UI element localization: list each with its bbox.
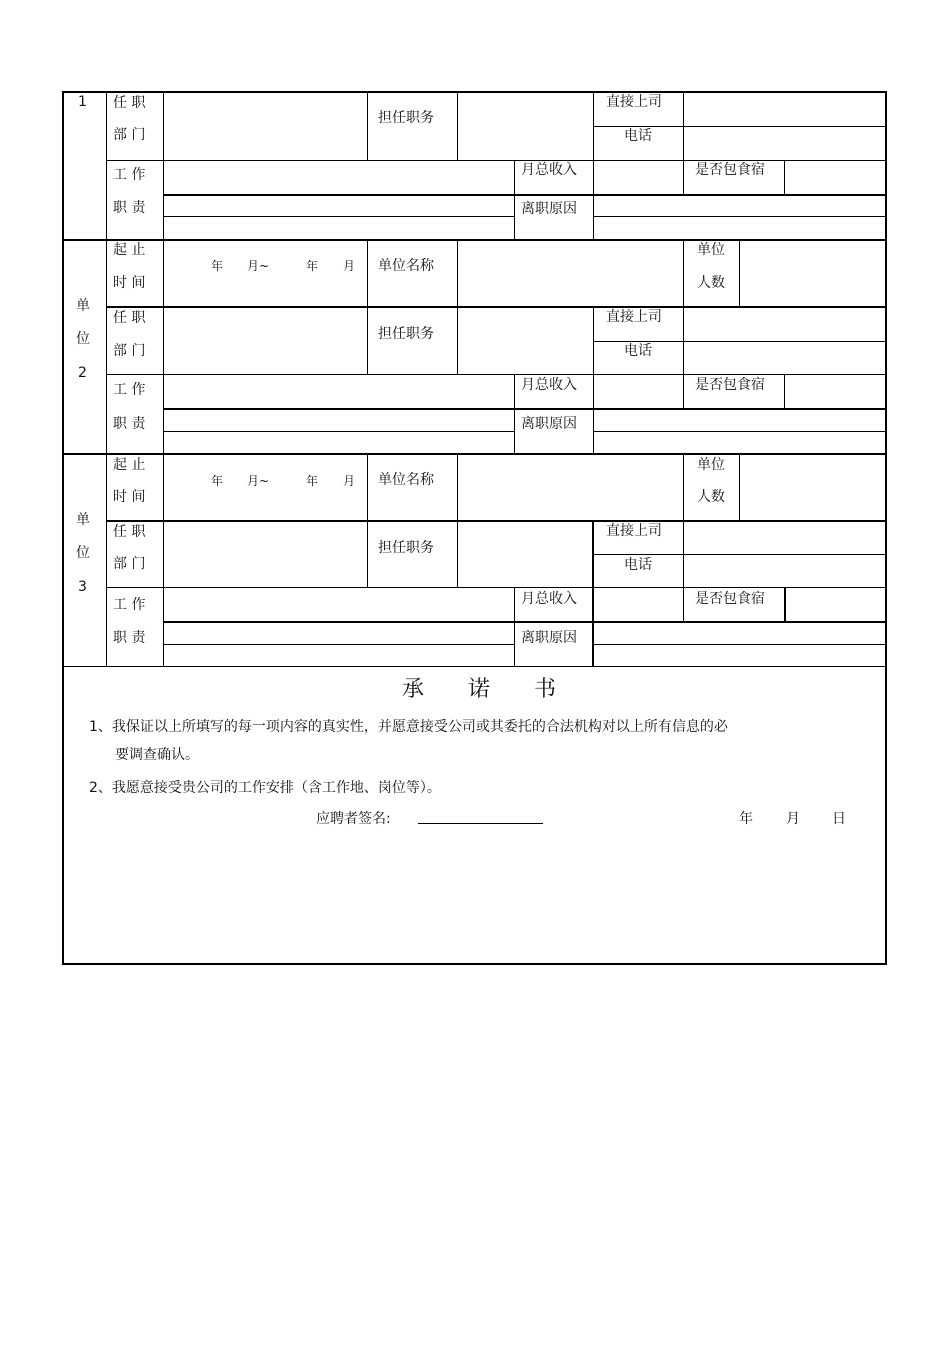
duty-label: 工 作 xyxy=(113,597,146,613)
rule xyxy=(163,216,514,217)
period-label: 时 间 xyxy=(113,489,146,505)
supervisor-label: 直接上司 xyxy=(606,523,662,539)
unit-number: 3 xyxy=(78,579,87,595)
duty-label: 工 作 xyxy=(113,382,146,398)
unit-number: 1 xyxy=(78,94,87,110)
rule xyxy=(163,431,514,432)
income-label: 月总收入 xyxy=(521,162,577,178)
phone-label: 电话 xyxy=(624,343,652,359)
col-rule xyxy=(784,587,786,622)
reason-label: 离职原因 xyxy=(521,630,577,646)
date-month: 月 xyxy=(343,474,356,488)
dept-label: 部 门 xyxy=(113,343,146,359)
income-label: 月总收入 xyxy=(521,591,577,607)
duty-label: 职 责 xyxy=(113,416,146,432)
supervisor-label: 直接上司 xyxy=(606,309,662,325)
col-rule xyxy=(683,453,684,622)
reason-label: 离职原因 xyxy=(521,201,577,217)
border-left xyxy=(62,91,64,965)
position-label: 担任职务 xyxy=(378,326,434,342)
period-label: 时 间 xyxy=(113,275,146,291)
supervisor-label: 直接上司 xyxy=(606,94,662,110)
col-rule xyxy=(106,91,107,667)
col-rule xyxy=(367,239,368,375)
col-rule xyxy=(163,91,164,667)
duty-label: 工 作 xyxy=(113,167,146,183)
col-rule xyxy=(739,453,740,521)
signature-line[interactable] xyxy=(418,823,543,824)
dept-label: 任 职 xyxy=(113,310,146,326)
board-label: 是否包食宿 xyxy=(695,591,765,607)
income-label: 月总收入 xyxy=(521,377,577,393)
staff-label: 单位 xyxy=(697,242,725,258)
period-label: 起 止 xyxy=(113,457,146,473)
staff-label: 单位 xyxy=(697,457,725,473)
phone-label: 电话 xyxy=(624,557,652,573)
border-right xyxy=(885,91,887,965)
staff-label: 人数 xyxy=(697,489,725,505)
border-top xyxy=(62,91,887,93)
date-year: 年 xyxy=(306,259,319,273)
date-month: 月~ xyxy=(247,474,270,488)
rule xyxy=(106,306,887,308)
unit-label: 单 xyxy=(76,512,90,528)
pledge-item-1-continued: 要调查确认。 xyxy=(115,747,199,763)
date-year: 年 xyxy=(306,474,319,488)
rule xyxy=(163,408,887,410)
staff-label: 人数 xyxy=(697,275,725,291)
rule xyxy=(593,644,887,645)
col-rule xyxy=(592,520,594,667)
rule xyxy=(593,216,887,217)
dept-label: 部 门 xyxy=(113,127,146,143)
rule xyxy=(593,554,887,555)
position-label: 担任职务 xyxy=(378,110,434,126)
col-rule xyxy=(514,374,515,454)
rule xyxy=(163,194,887,196)
border-bottom xyxy=(62,963,887,965)
date-year: 年 xyxy=(211,259,224,273)
unit-label: 位 xyxy=(76,331,90,347)
date-year: 年 xyxy=(211,474,224,488)
phone-label: 电话 xyxy=(624,128,652,144)
rule xyxy=(163,644,514,645)
date-month: 月 xyxy=(786,811,800,827)
col-rule xyxy=(593,91,594,241)
rule xyxy=(106,587,887,588)
date-month: 月~ xyxy=(247,259,270,273)
col-rule xyxy=(367,453,368,588)
rule xyxy=(163,621,887,623)
position-label: 担任职务 xyxy=(378,540,434,556)
col-rule xyxy=(739,239,740,307)
rule xyxy=(593,126,887,127)
pledge-title: 承 诺 书 xyxy=(402,677,557,702)
pledge-item-2: 2、我愿意接受贵公司的工作安排（含工作地、岗位等）。 xyxy=(89,780,441,796)
col-rule xyxy=(784,374,785,409)
unit-label: 位 xyxy=(76,545,90,561)
unit-divider xyxy=(62,453,887,455)
col-rule xyxy=(683,91,684,195)
rule xyxy=(593,431,887,432)
col-rule xyxy=(367,91,368,161)
col-rule xyxy=(683,239,684,409)
col-rule xyxy=(514,587,515,667)
date-day: 日 xyxy=(832,811,846,827)
unit-label: 单 xyxy=(76,298,90,314)
col-rule xyxy=(784,160,785,195)
company-label: 单位名称 xyxy=(378,258,434,274)
date-month: 月 xyxy=(343,259,356,273)
col-rule xyxy=(457,453,458,588)
section-divider xyxy=(62,666,887,667)
company-label: 单位名称 xyxy=(378,472,434,488)
rule xyxy=(106,520,887,522)
rule xyxy=(106,374,887,375)
unit-divider xyxy=(62,239,887,241)
dept-label: 部 门 xyxy=(113,556,146,572)
reason-label: 离职原因 xyxy=(521,416,577,432)
dept-label: 任 职 xyxy=(113,524,146,540)
duty-label: 职 责 xyxy=(113,630,146,646)
unit-number: 2 xyxy=(78,365,87,381)
col-rule xyxy=(457,239,458,375)
col-rule xyxy=(593,306,594,454)
rule xyxy=(593,341,887,342)
duty-label: 职 责 xyxy=(113,200,146,216)
dept-label: 任 职 xyxy=(113,95,146,111)
board-label: 是否包食宿 xyxy=(695,162,765,178)
col-rule xyxy=(457,91,458,161)
rule xyxy=(106,160,887,161)
col-rule xyxy=(514,160,515,241)
pledge-item-1: 1、我保证以上所填写的每一项内容的真实性，并愿意接受公司或其委托的合法机构对以上所有信息的必 xyxy=(89,719,728,735)
period-label: 起 止 xyxy=(113,242,146,258)
board-label: 是否包食宿 xyxy=(695,377,765,393)
signature-label: 应聘者签名: xyxy=(316,811,391,827)
date-year: 年 xyxy=(739,811,753,827)
